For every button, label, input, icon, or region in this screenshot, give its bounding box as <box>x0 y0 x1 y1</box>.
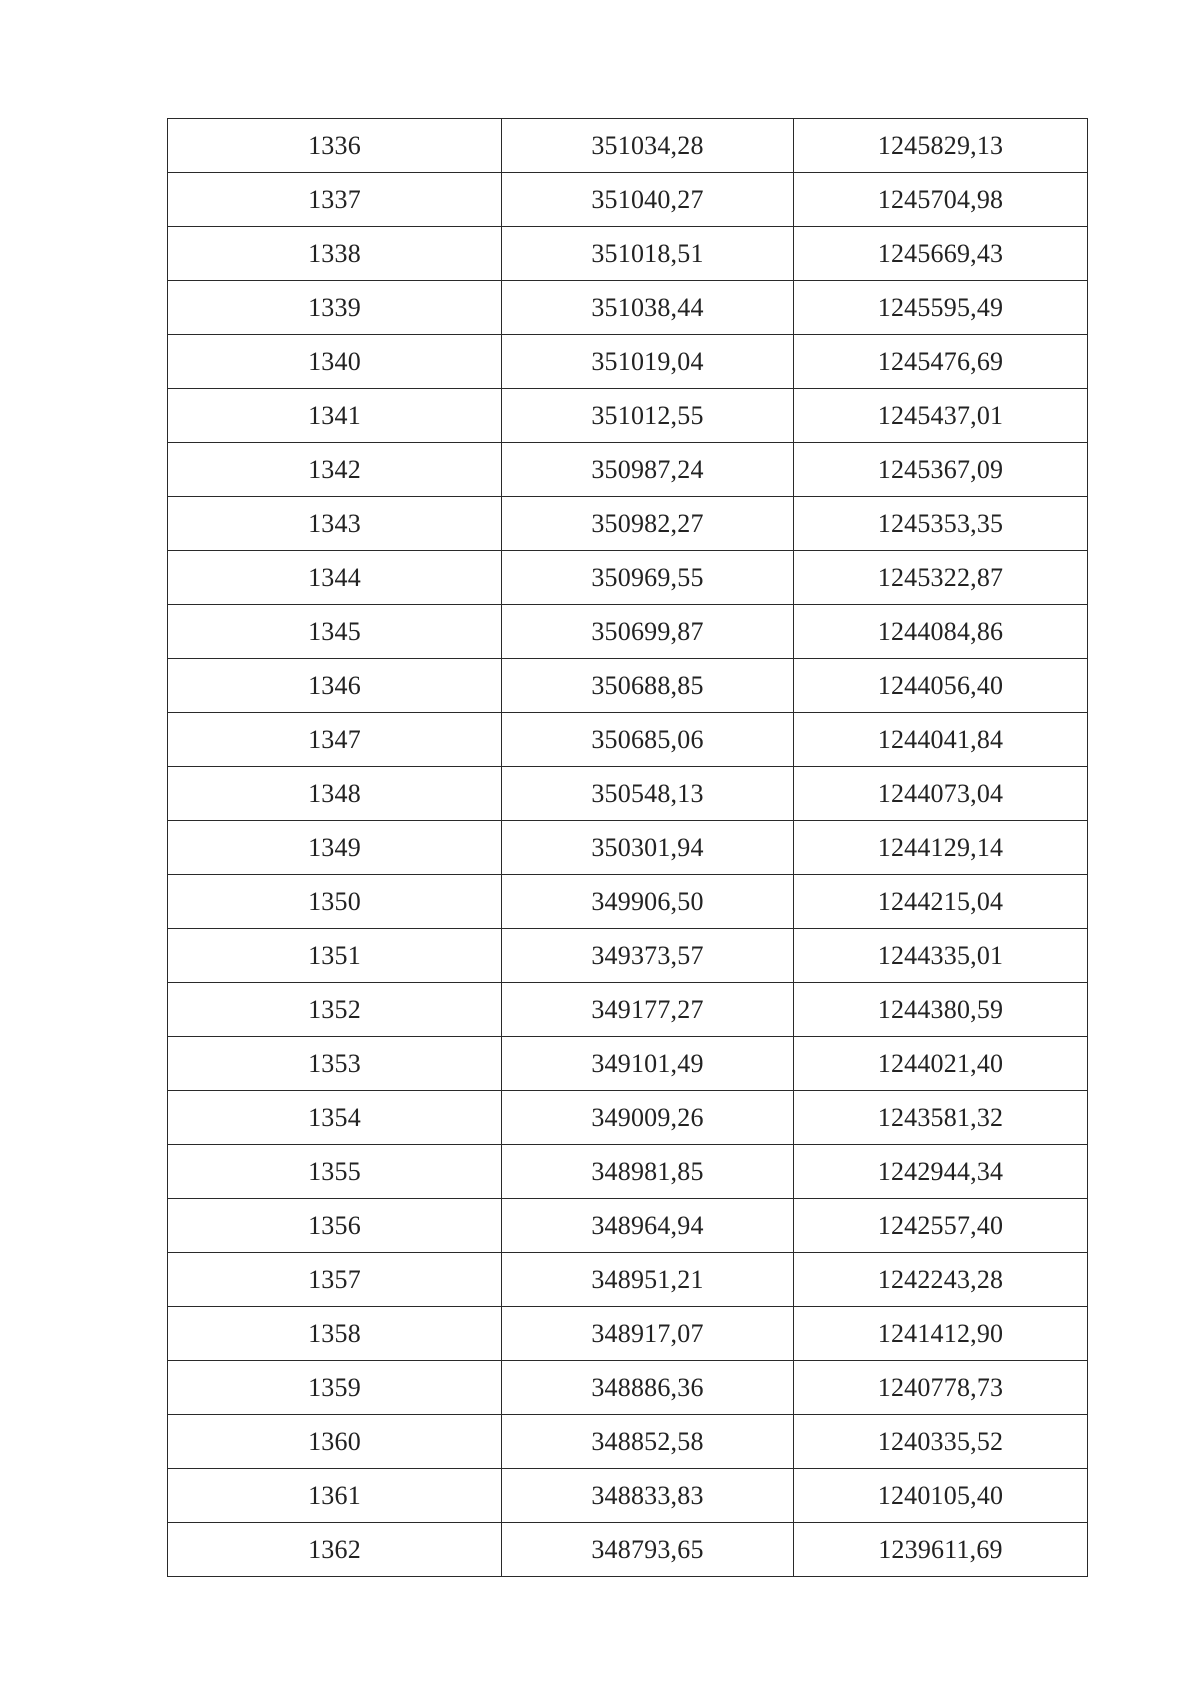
table-row <box>168 875 1088 929</box>
x-coordinate-cell: 348793,65 <box>502 1523 794 1577</box>
y-coordinate-cell: 1242557,40 <box>794 1199 1088 1253</box>
table-row <box>168 389 1088 443</box>
point-number-cell: 1347 <box>168 713 502 767</box>
x-coordinate-cell: 348981,85 <box>502 1145 794 1199</box>
x-coordinate-cell: 348951,21 <box>502 1253 794 1307</box>
point-number-cell: 1360 <box>168 1415 502 1469</box>
x-coordinate-cell: 351019,04 <box>502 335 794 389</box>
y-coordinate-cell: 1245353,35 <box>794 497 1088 551</box>
table-row <box>168 1361 1088 1415</box>
y-coordinate-cell: 1240335,52 <box>794 1415 1088 1469</box>
x-coordinate-cell: 348833,83 <box>502 1469 794 1523</box>
point-number-cell: 1362 <box>168 1523 502 1577</box>
point-number-cell: 1361 <box>168 1469 502 1523</box>
y-coordinate-cell: 1245367,09 <box>794 443 1088 497</box>
table-row <box>168 551 1088 605</box>
x-coordinate-cell: 349373,57 <box>502 929 794 983</box>
point-number-cell: 1354 <box>168 1091 502 1145</box>
y-coordinate-cell: 1243581,32 <box>794 1091 1088 1145</box>
point-number-cell: 1342 <box>168 443 502 497</box>
x-coordinate-cell: 351012,55 <box>502 389 794 443</box>
y-coordinate-cell: 1245595,49 <box>794 281 1088 335</box>
x-coordinate-cell: 350699,87 <box>502 605 794 659</box>
x-coordinate-cell: 350548,13 <box>502 767 794 821</box>
x-coordinate-cell: 351038,44 <box>502 281 794 335</box>
table-row <box>168 443 1088 497</box>
point-number-cell: 1345 <box>168 605 502 659</box>
y-coordinate-cell: 1242944,34 <box>794 1145 1088 1199</box>
table-row <box>168 1037 1088 1091</box>
point-number-cell: 1346 <box>168 659 502 713</box>
x-coordinate-cell: 350685,06 <box>502 713 794 767</box>
y-coordinate-cell: 1244129,14 <box>794 821 1088 875</box>
x-coordinate-cell: 349009,26 <box>502 1091 794 1145</box>
point-number-cell: 1338 <box>168 227 502 281</box>
point-number-cell: 1344 <box>168 551 502 605</box>
point-number-cell: 1356 <box>168 1199 502 1253</box>
point-number-cell: 1353 <box>168 1037 502 1091</box>
y-coordinate-cell: 1244073,04 <box>794 767 1088 821</box>
x-coordinate-cell: 350982,27 <box>502 497 794 551</box>
x-coordinate-cell: 348964,94 <box>502 1199 794 1253</box>
table-row <box>168 335 1088 389</box>
table-row <box>168 767 1088 821</box>
y-coordinate-cell: 1240105,40 <box>794 1469 1088 1523</box>
table-row <box>168 1145 1088 1199</box>
table-row <box>168 983 1088 1037</box>
y-coordinate-cell: 1245829,13 <box>794 119 1088 173</box>
table-row <box>168 1523 1088 1577</box>
x-coordinate-cell: 348852,58 <box>502 1415 794 1469</box>
table-row <box>168 1253 1088 1307</box>
point-number-cell: 1352 <box>168 983 502 1037</box>
table-row <box>168 119 1088 173</box>
point-number-cell: 1349 <box>168 821 502 875</box>
table-row <box>168 1307 1088 1361</box>
x-coordinate-cell: 349177,27 <box>502 983 794 1037</box>
y-coordinate-cell: 1244084,86 <box>794 605 1088 659</box>
table-row <box>168 1199 1088 1253</box>
x-coordinate-cell: 351018,51 <box>502 227 794 281</box>
coordinates-table-body <box>168 119 1088 1577</box>
point-number-cell: 1351 <box>168 929 502 983</box>
y-coordinate-cell: 1244021,40 <box>794 1037 1088 1091</box>
point-number-cell: 1339 <box>168 281 502 335</box>
y-coordinate-cell: 1244215,04 <box>794 875 1088 929</box>
table-row <box>168 821 1088 875</box>
y-coordinate-cell: 1245476,69 <box>794 335 1088 389</box>
x-coordinate-cell: 351040,27 <box>502 173 794 227</box>
table-row <box>168 1415 1088 1469</box>
point-number-cell: 1343 <box>168 497 502 551</box>
point-number-cell: 1355 <box>168 1145 502 1199</box>
y-coordinate-cell: 1242243,28 <box>794 1253 1088 1307</box>
point-number-cell: 1336 <box>168 119 502 173</box>
x-coordinate-cell: 350969,55 <box>502 551 794 605</box>
x-coordinate-cell: 350301,94 <box>502 821 794 875</box>
x-coordinate-cell: 349101,49 <box>502 1037 794 1091</box>
y-coordinate-cell: 1244056,40 <box>794 659 1088 713</box>
y-coordinate-cell: 1245704,98 <box>794 173 1088 227</box>
point-number-cell: 1359 <box>168 1361 502 1415</box>
x-coordinate-cell: 349906,50 <box>502 875 794 929</box>
point-number-cell: 1350 <box>168 875 502 929</box>
point-number-cell: 1357 <box>168 1253 502 1307</box>
table-row <box>168 497 1088 551</box>
y-coordinate-cell: 1245437,01 <box>794 389 1088 443</box>
x-coordinate-cell: 351034,28 <box>502 119 794 173</box>
table-row <box>168 713 1088 767</box>
table-row <box>168 173 1088 227</box>
table-row <box>168 1091 1088 1145</box>
point-number-cell: 1337 <box>168 173 502 227</box>
table-row <box>168 227 1088 281</box>
table-row <box>168 929 1088 983</box>
x-coordinate-cell: 348886,36 <box>502 1361 794 1415</box>
table-row <box>168 605 1088 659</box>
point-number-cell: 1348 <box>168 767 502 821</box>
y-coordinate-cell: 1245669,43 <box>794 227 1088 281</box>
x-coordinate-cell: 350688,85 <box>502 659 794 713</box>
table-row <box>168 659 1088 713</box>
point-number-cell: 1358 <box>168 1307 502 1361</box>
y-coordinate-cell: 1240778,73 <box>794 1361 1088 1415</box>
x-coordinate-cell: 348917,07 <box>502 1307 794 1361</box>
coordinates-table <box>167 118 1088 1577</box>
y-coordinate-cell: 1239611,69 <box>794 1523 1088 1577</box>
point-number-cell: 1341 <box>168 389 502 443</box>
point-number-cell: 1340 <box>168 335 502 389</box>
table-row <box>168 1469 1088 1523</box>
y-coordinate-cell: 1244380,59 <box>794 983 1088 1037</box>
x-coordinate-cell: 350987,24 <box>502 443 794 497</box>
y-coordinate-cell: 1241412,90 <box>794 1307 1088 1361</box>
y-coordinate-cell: 1245322,87 <box>794 551 1088 605</box>
y-coordinate-cell: 1244335,01 <box>794 929 1088 983</box>
y-coordinate-cell: 1244041,84 <box>794 713 1088 767</box>
table-row <box>168 281 1088 335</box>
